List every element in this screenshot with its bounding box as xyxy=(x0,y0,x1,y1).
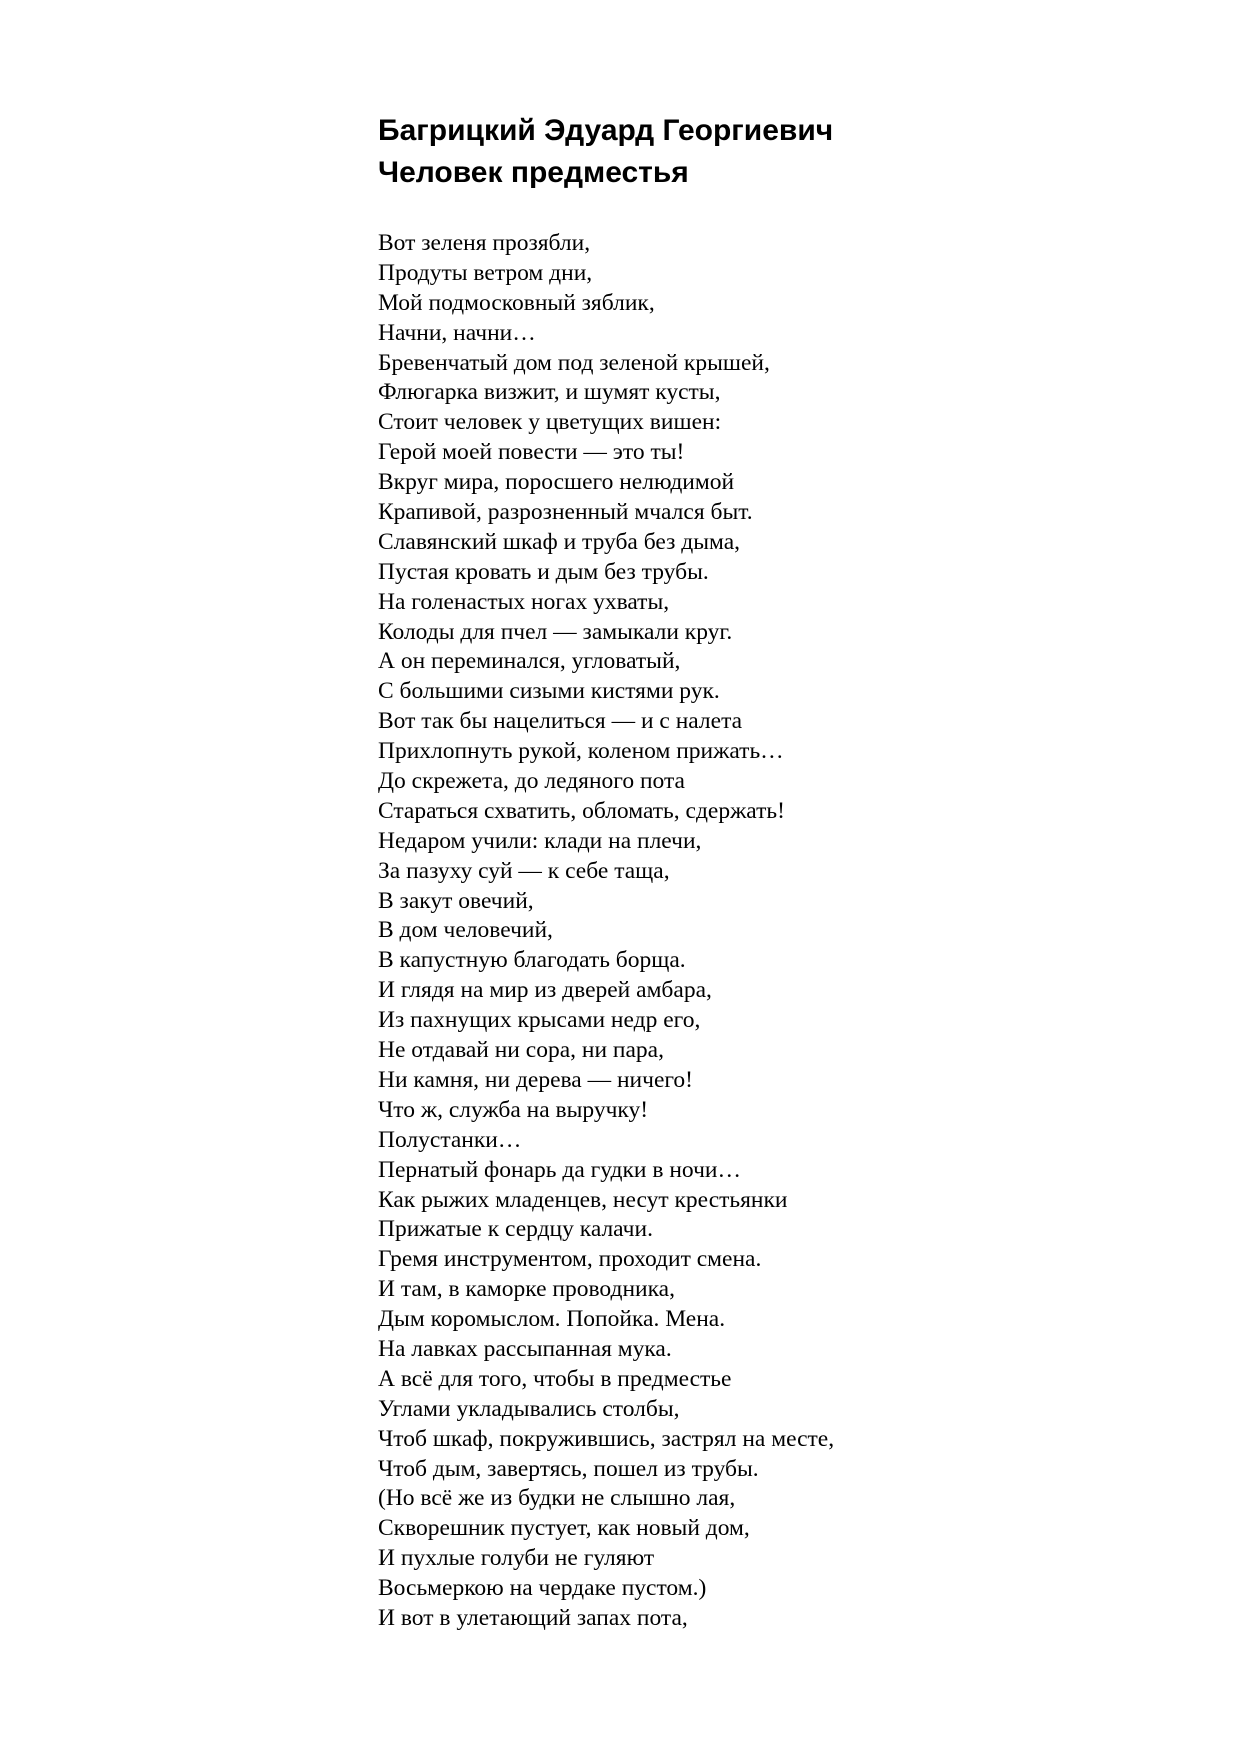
poem-line: И глядя на мир из дверей амбара, xyxy=(378,977,712,1004)
poem-line: В дом человечий, xyxy=(378,917,553,944)
poem-title: Человек предместья xyxy=(378,156,689,189)
poem-line: На голенастых ногах ухваты, xyxy=(378,588,670,615)
poem-line: А всё для того, чтобы в предместье xyxy=(378,1365,732,1392)
poem-line: И пухлые голуби не гуляют xyxy=(378,1545,655,1572)
poem-line: Флюгарка визжит, и шумят кусты, xyxy=(378,379,721,406)
poem-line: Вот так бы нацелиться — и с налета xyxy=(378,708,743,735)
poem-line: На лавках рассыпанная мука. xyxy=(378,1335,672,1362)
poem-line: Пустая кровать и дым без трубы. xyxy=(378,558,709,585)
poem-line: В закут овечий, xyxy=(378,887,534,914)
poem-line: Мой подмосковный зяблик, xyxy=(378,289,655,316)
poem-line: Крапивой, разрозненный мчался быт. xyxy=(378,499,753,526)
poem-line: А он переминался, угловатый, xyxy=(378,648,681,675)
poem-line: Вкруг мира, поросшего нелюдимой xyxy=(378,469,735,496)
poem-line: Что ж, служба на выручку! xyxy=(378,1096,649,1123)
poem-line: Прихлопнуть рукой, коленом прижать… xyxy=(378,738,784,765)
poem-line: С большими сизыми кистями рук. xyxy=(378,678,720,705)
document-header xyxy=(378,110,1198,194)
poem-line: И там, в каморке проводника, xyxy=(378,1276,675,1303)
poem-line: Пернатый фонарь да гудки в ночи… xyxy=(378,1156,741,1183)
poem-line: Не отдавай ни сора, ни пара, xyxy=(378,1037,664,1064)
poem-line: Стараться схватить, обломать, сдержать! xyxy=(378,797,785,824)
poem-line: Скворешник пустует, как новый дом, xyxy=(378,1515,750,1542)
poem-line: Полустанки… xyxy=(378,1126,522,1153)
poem-line: До скрежета, до ледяного пота xyxy=(378,768,685,795)
poem-line: Восьмеркою на чердаке пустом.) xyxy=(378,1575,707,1602)
poem-line: В капустную благодать борща. xyxy=(378,947,686,974)
poem-line: Бревенчатый дом под зеленой крышей, xyxy=(378,349,770,376)
poem-text xyxy=(378,229,1198,1634)
poem-line: Из пахнущих крысами недр его, xyxy=(378,1007,701,1034)
author-name: Багрицкий Эдуард Георгиевич xyxy=(378,114,834,147)
poem-line: Дым коромыслом. Попойка. Мена. xyxy=(378,1306,726,1333)
poem-line: Как рыжих младенцев, несут крестьянки xyxy=(378,1186,788,1213)
poem-line: Чтоб дым, завертясь, пошел из трубы. xyxy=(378,1455,759,1482)
poem-line: За пазуху суй — к себе таща, xyxy=(378,857,670,884)
poem-line: Начни, начни… xyxy=(378,319,536,346)
poem-line: Чтоб шкаф, покружившись, застрял на месте, xyxy=(378,1425,835,1452)
poem-line: Недаром учили: клади на плечи, xyxy=(378,827,702,854)
poem-line: Гремя инструментом, проходит смена. xyxy=(378,1246,762,1273)
poem-line: Герой моей повести — это ты! xyxy=(378,439,685,466)
poem-line: Вот зеленя прозябли, xyxy=(378,230,591,256)
poem-line: Продуты ветром дни, xyxy=(378,259,593,286)
poem-line: И вот в улетающий запах пота, xyxy=(378,1604,688,1631)
poem-line: Стоит человек у цветущих вишен: xyxy=(378,409,722,436)
poem-line: Прижатые к сердцу калачи. xyxy=(378,1216,653,1243)
poem-line: Колоды для пчел — замыкали круг. xyxy=(378,618,733,645)
poem-line: Ни камня, ни дерева — ничего! xyxy=(378,1066,694,1093)
poem-line: (Но всё же из будки не слышно лая, xyxy=(378,1485,736,1512)
poem-line: Углами укладывались столбы, xyxy=(378,1395,680,1422)
poem-line: Славянский шкаф и труба без дыма, xyxy=(378,528,741,555)
